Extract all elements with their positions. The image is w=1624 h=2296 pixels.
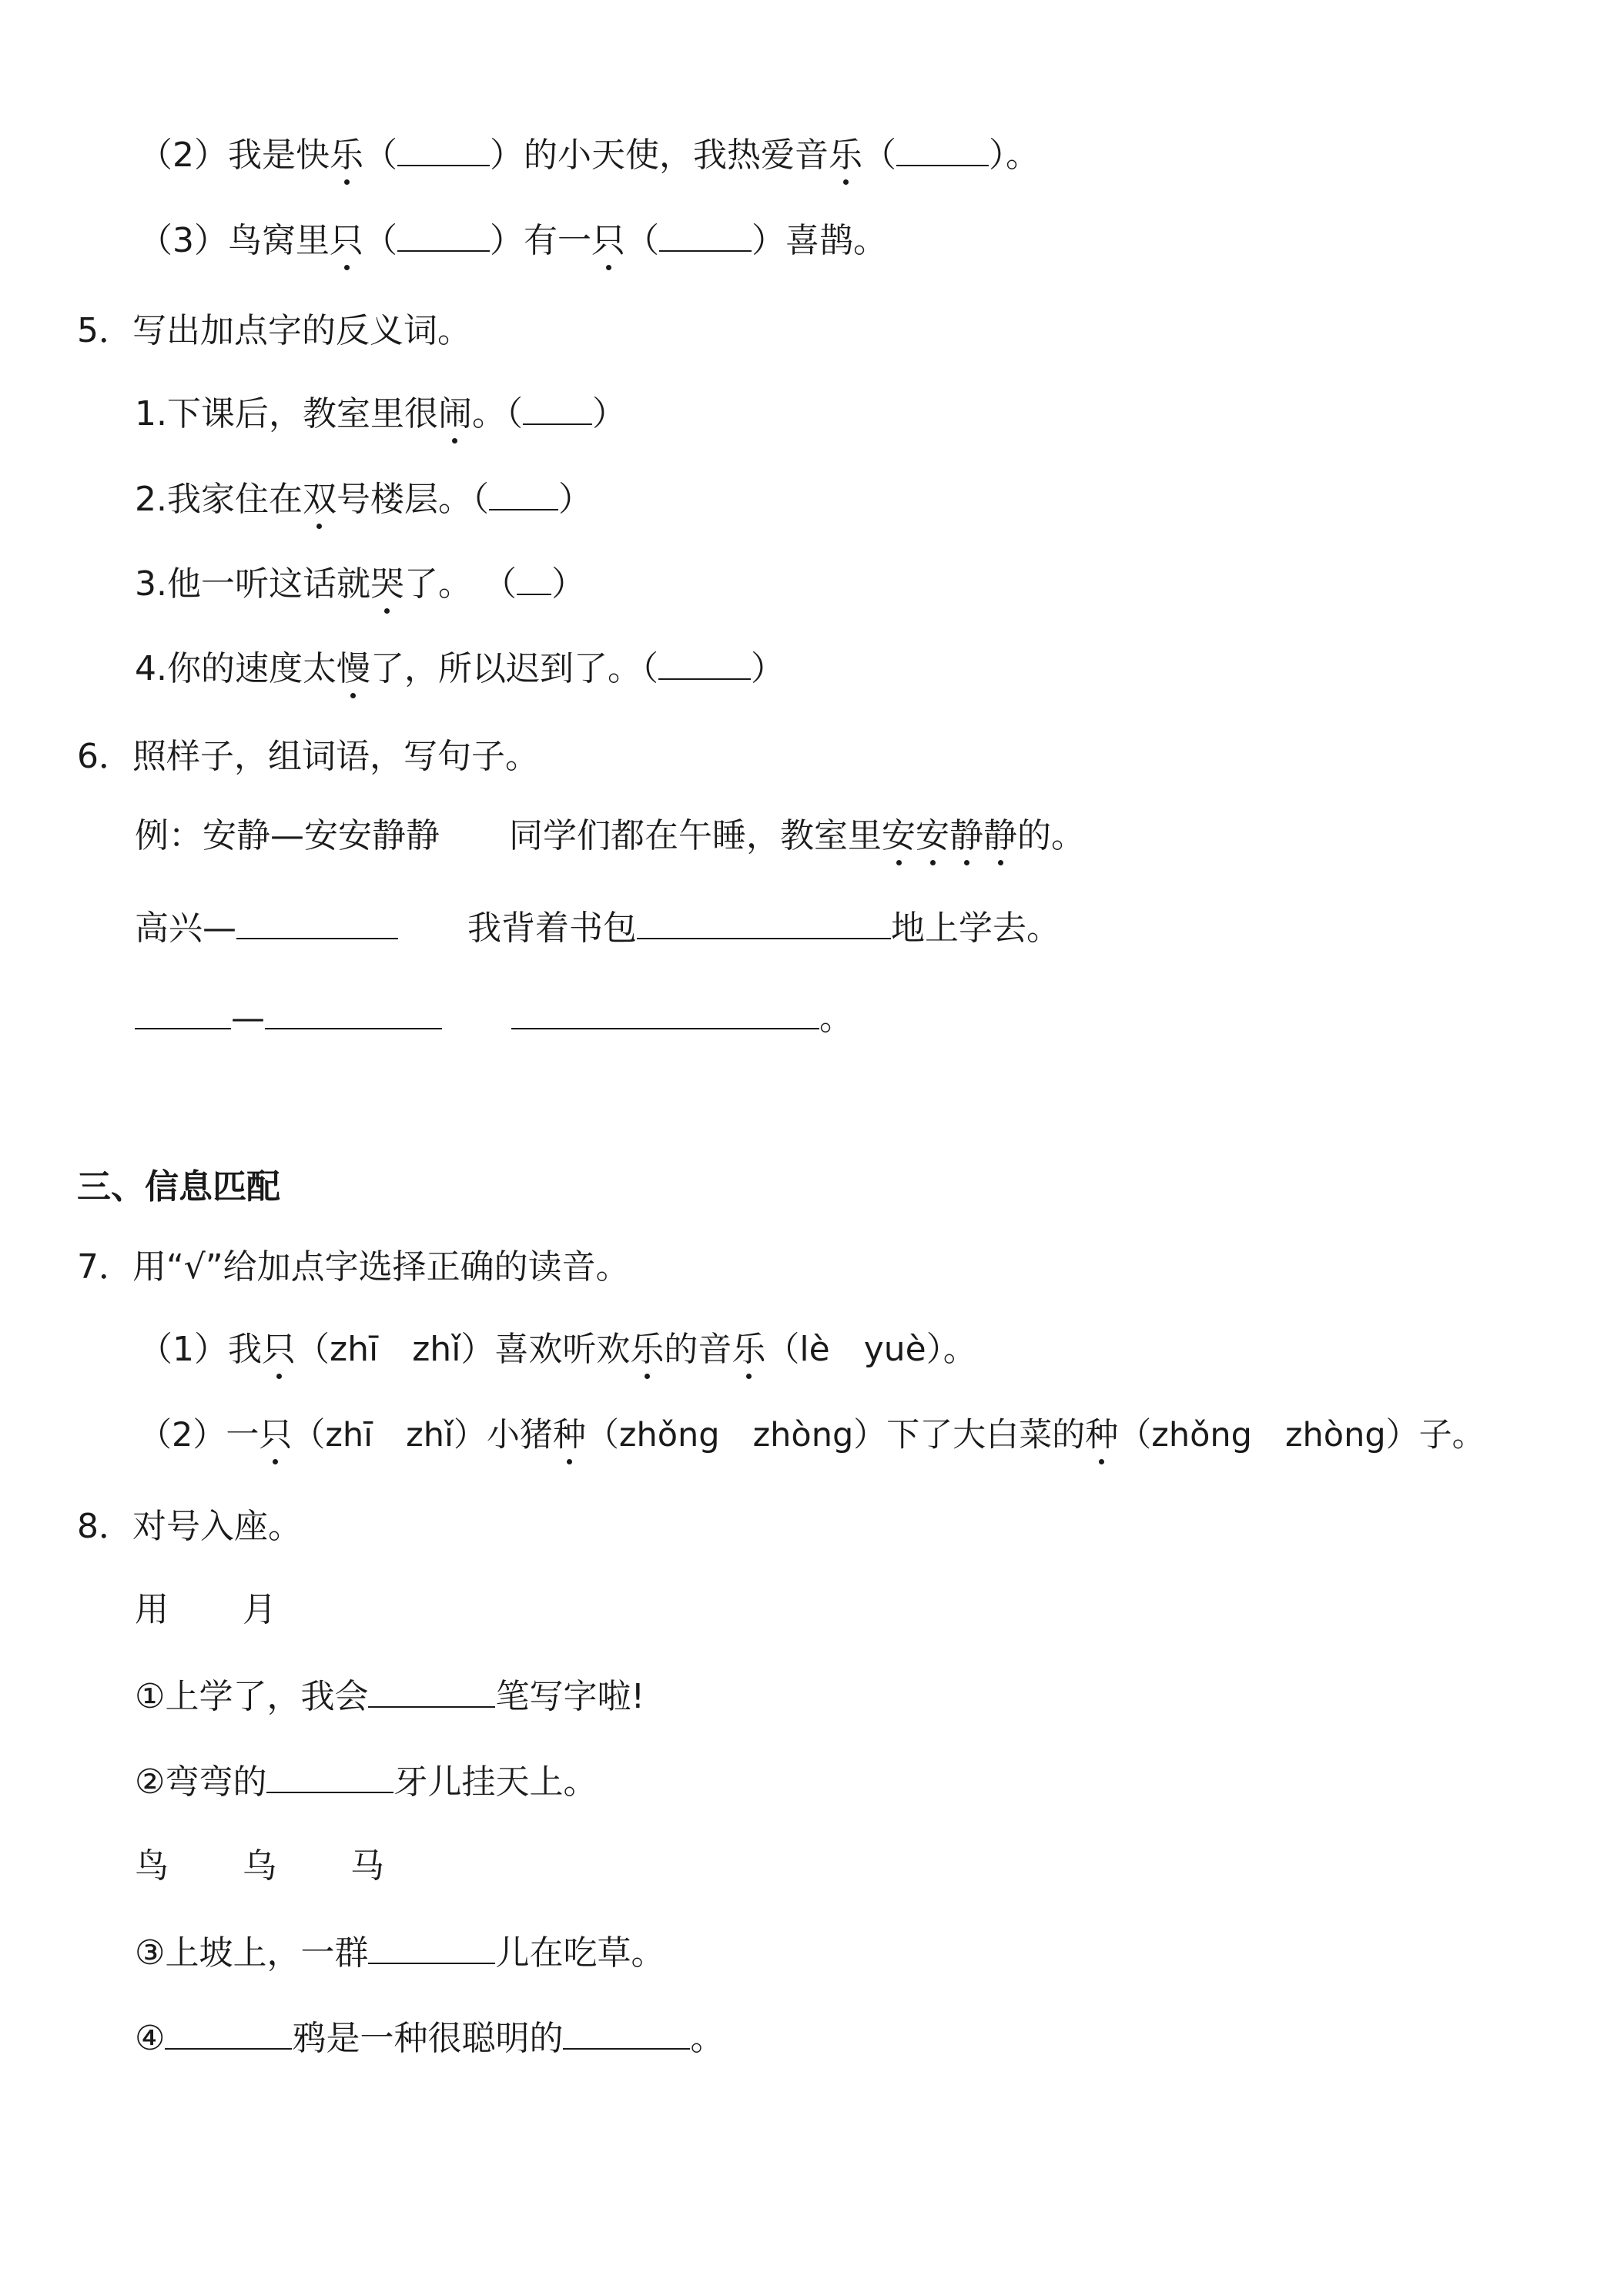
answer-blank[interactable] (368, 1930, 495, 1964)
answer-blank[interactable] (368, 1674, 495, 1708)
q5-item-3: 3.他一听这话就哭了。 （ ） (135, 561, 585, 606)
q5-item-1: 1.下课后，教室里很闹。（ ） (135, 391, 626, 436)
q8-title: 8．对号入座。 (77, 1507, 302, 1546)
q6-row-2: — 。 (135, 996, 853, 1040)
q4-item-3: （3）鸟窝里只（ ）有一只（ ）喜鹊。 (139, 218, 887, 263)
answer-blank[interactable] (236, 905, 398, 939)
q5-item-2: 2.我家住在双号楼层。（ ） (135, 477, 592, 521)
q7-item-1: （1）我只（zhī zhǐ）喜欢听欢乐的音乐（lè yuè）。 (139, 1328, 977, 1371)
answer-blank[interactable] (397, 218, 490, 252)
q6-title: 6．照样子，组词语，写句子。 (77, 737, 539, 776)
q5-item-4: 4.你的速度太慢了，所以迟到了。（ ） (135, 646, 785, 691)
dotted-char: 乐 (732, 1328, 765, 1371)
dotted-char: 双 (303, 478, 337, 521)
q7-title: 7．用“√”给加点字选择正确的读音。 (77, 1247, 630, 1287)
dotted-char: 种 (1085, 1414, 1118, 1457)
dotted-char: 只 (259, 1414, 292, 1457)
answer-blank[interactable] (523, 391, 592, 425)
answer-blank[interactable] (517, 561, 551, 595)
dotted-char: 只 (591, 219, 625, 263)
answer-blank[interactable] (896, 132, 989, 166)
dotted-char: 乐 (630, 1328, 664, 1371)
dotted-char: 安 (916, 815, 949, 858)
dotted-char: 只 (262, 1328, 296, 1371)
q4-item-2: （2）我是快乐（ ）的小天使，我热爱音乐（ ）。 (139, 132, 1040, 177)
dotted-char: 乐 (829, 134, 862, 177)
q8-sentence-2: ②弯弯的 牙儿挂天上。 (135, 1759, 597, 1804)
answer-blank[interactable] (489, 477, 558, 510)
q6-example: 例：安静—安安静静 同学们都在午睡，教室里安安静静的。 (135, 815, 1085, 858)
answer-blank[interactable] (563, 2016, 690, 2050)
answer-blank[interactable] (658, 646, 751, 680)
answer-blank[interactable] (265, 996, 442, 1029)
answer-blank[interactable] (135, 996, 231, 1029)
q8-sentence-3: ③上坡上，一群 儿在吃草。 (135, 1930, 665, 1975)
answer-blank[interactable] (397, 132, 490, 166)
q8-word-group-1: 用 月 (135, 1590, 276, 1629)
answer-blank[interactable] (511, 996, 819, 1029)
dotted-char: 安 (882, 815, 916, 858)
q6-row-1: 高兴— 我背着书包 地上学去。 (135, 905, 1060, 950)
q8-sentence-4: ④ 鸦是一种很聪明的 。 (135, 2016, 724, 2060)
dotted-char: 静 (949, 815, 983, 858)
dotted-char: 种 (553, 1414, 586, 1457)
q7-item-2: （2）一只（zhī zhǐ）小猪种（zhǒng zhòng）下了大白菜的种（zhǒng zhòng）子。 (139, 1414, 1485, 1457)
dotted-char: 静 (983, 815, 1017, 858)
answer-blank[interactable] (266, 1759, 393, 1793)
dotted-char: 闹 (438, 393, 472, 436)
dotted-char: 哭 (370, 563, 404, 606)
dotted-char: 慢 (337, 648, 370, 691)
q5-title: 5．写出加点字的反义词。 (77, 311, 471, 350)
q8-word-group-2: 鸟 乌 马 (135, 1846, 384, 1886)
answer-blank[interactable] (165, 2016, 292, 2050)
dotted-char: 只 (330, 219, 363, 263)
q8-sentence-1: ①上学了，我会 笔写字啦! (135, 1674, 645, 1719)
answer-blank[interactable] (659, 218, 752, 252)
answer-blank[interactable] (637, 905, 891, 939)
dotted-char: 乐 (330, 134, 363, 177)
section-heading: 三、信息匹配 (77, 1167, 280, 1207)
